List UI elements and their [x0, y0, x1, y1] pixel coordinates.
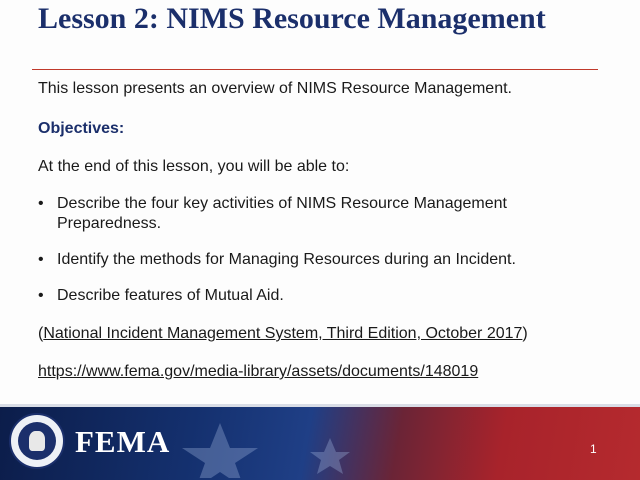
list-item	[38, 194, 598, 234]
footer-top-border	[0, 404, 640, 407]
citation-close-paren: )	[522, 325, 528, 342]
star-watermark-icon	[160, 418, 380, 478]
dhs-seal-icon	[9, 413, 65, 469]
objectives-heading: Objectives:	[38, 120, 125, 137]
objectives-lead: At the end of this lesson, you will be able to:	[38, 158, 350, 175]
list-item	[38, 250, 598, 270]
bullet-icon: •	[38, 287, 44, 304]
objectives-list	[38, 194, 598, 306]
intro-text: This lesson presents an overview of NIMS Resource Management.	[38, 80, 512, 97]
bullet-icon: •	[38, 195, 44, 212]
nims-document-link[interactable]: National Incident Management System, Third Edition, October 2017	[43, 325, 523, 342]
objective-text: Identify the methods for Managing Resources during an Incident.	[57, 251, 516, 268]
slide-body	[38, 79, 598, 382]
bullet-icon: •	[38, 251, 44, 268]
eagle-icon	[29, 431, 45, 451]
objective-text: Describe the four key activities of NIMS Resource Management Preparedness.	[57, 195, 507, 232]
objective-text: Describe features of Mutual Aid.	[57, 287, 284, 304]
list-item	[38, 286, 598, 306]
title-divider	[32, 69, 598, 70]
fema-url-link[interactable]: https://www.fema.gov/media-library/assets/documents/148019	[38, 363, 479, 380]
slide-title: Lesson 2: NIMS Resource Management	[38, 2, 546, 35]
reference-url	[38, 362, 598, 382]
citation	[38, 324, 598, 344]
citation-open-paren: (	[38, 325, 44, 342]
fema-logo: FEMA	[75, 424, 171, 459]
page-number: 1	[590, 442, 597, 456]
seal-center	[18, 422, 56, 460]
